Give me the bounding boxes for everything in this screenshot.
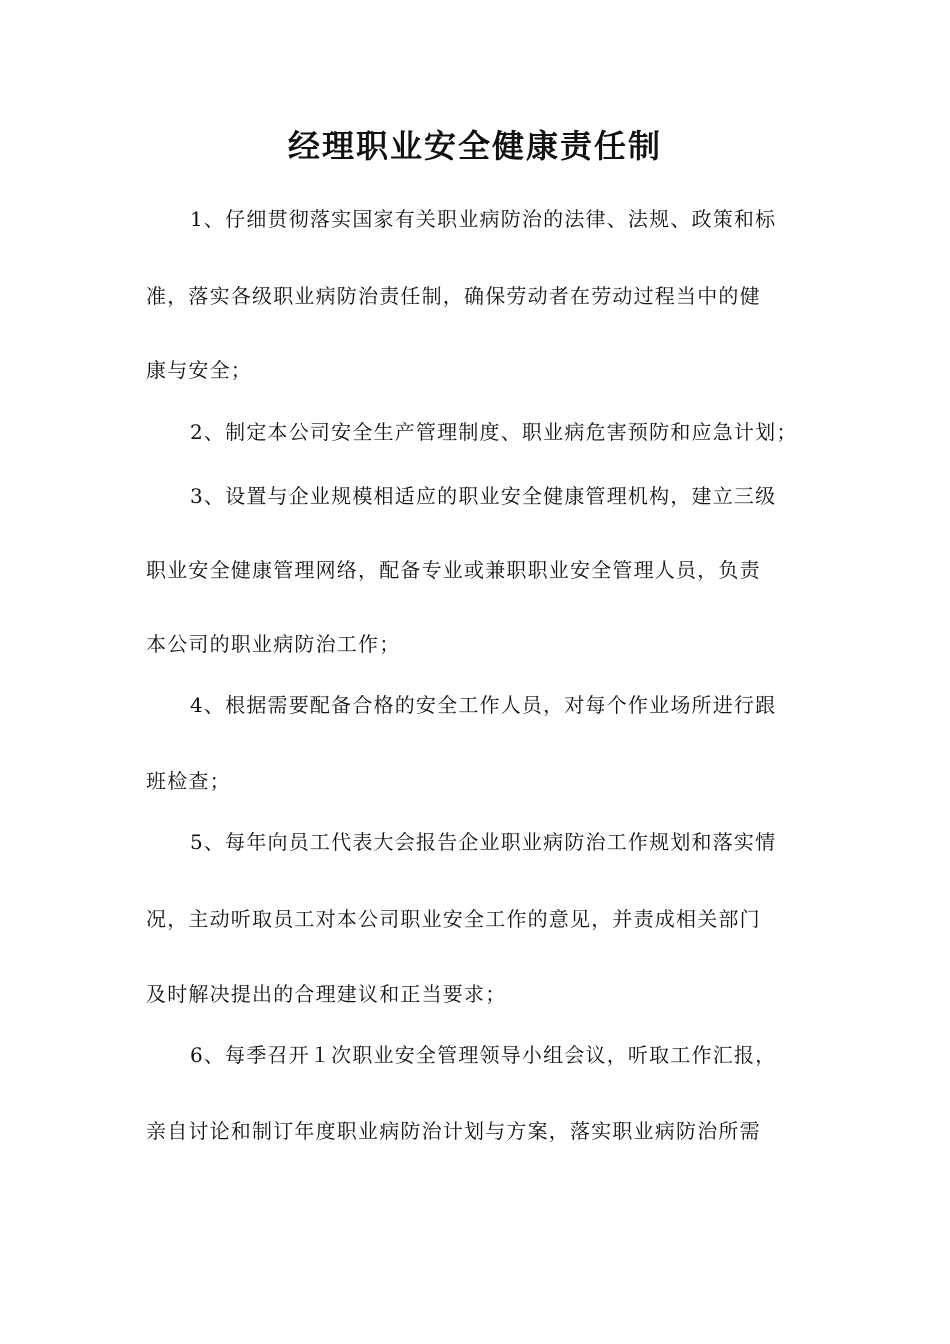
- paragraph-6-line-1: 6、每季召开１次职业安全管理领导小组会议，听取工作汇报，: [190, 1043, 777, 1067]
- paragraph-5-line-2: 况，主动听取员工对本公司职业安全工作的意见，并责成相关部门: [146, 907, 761, 931]
- paragraph-4-line-1: 4、根据需要配备合格的安全工作人员，对每个作业场所进行跟: [190, 693, 777, 717]
- paragraph-1-line-3: 康与安全；: [146, 358, 252, 382]
- paragraph-5-line-3: 及时解决提出的合理建议和正当要求；: [146, 982, 507, 1006]
- paragraph-2-line-1: 2、制定本公司安全生产管理制度、职业病危害预防和应急计划；: [190, 420, 798, 444]
- document-title: 经理职业安全健康责任制: [287, 127, 662, 165]
- paragraph-1-line-2: 准，落实各级职业病防治责任制，确保劳动者在劳动过程当中的健: [146, 284, 761, 308]
- paragraph-5-line-1: 5、每年向员工代表大会报告企业职业病防治工作规划和落实情: [190, 830, 777, 854]
- paragraph-4-line-2: 班检查；: [146, 769, 231, 793]
- paragraph-3-line-3: 本公司的职业病防治工作；: [146, 632, 401, 656]
- paragraph-3-line-2: 职业安全健康管理网络，配备专业或兼职职业安全管理人员，负责: [146, 558, 761, 582]
- paragraph-1-line-1: 1、仔细贯彻落实国家有关职业病防治的法律、法规、政策和标: [190, 207, 777, 231]
- paragraph-3-line-1: 3、设置与企业规模相适应的职业安全健康管理机构，建立三级: [190, 484, 777, 508]
- paragraph-6-line-2: 亲自讨论和制订年度职业病防治计划与方案，落实职业病防治所需: [146, 1119, 761, 1143]
